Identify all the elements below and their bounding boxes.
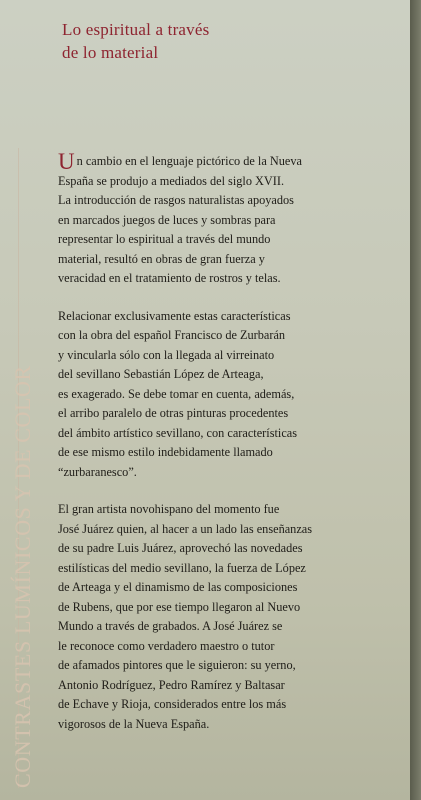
panel-body [58, 149, 403, 752]
text-line: en marcados juegos de luces y sombras para [58, 212, 276, 227]
text-line: vigorosos de la Nueva España. [58, 716, 210, 731]
text-line: del ámbito artístico sevillano, con características [58, 425, 298, 440]
paragraph-2 [58, 307, 403, 483]
paragraph-3 [58, 500, 403, 734]
text-line: Antonio Rodríguez, Pedro Ramírez y Baltasar [58, 677, 285, 692]
text-line: le reconoce como verdadero maestro o tutor [58, 638, 275, 653]
drop-cap: U [58, 149, 75, 174]
text-line: n cambio en el lenguaje pictórico de la Nueva [76, 154, 302, 168]
text-line: estilísticas del medio sevillano, la fuerza de López [58, 560, 306, 575]
text-line: el arribo paralelo de otras pinturas procedentes [58, 406, 289, 420]
text-line: Relacionar exclusivamente estas características [58, 308, 291, 323]
text-line: y vincularla sólo con la llegada al virreinato [58, 347, 275, 362]
text-line: es exagerado. Se debe tomar en cuenta, además, [58, 386, 295, 401]
text-line: material, resultó en obras de gran fuerza y [58, 251, 265, 266]
text-line: La introducción de rasgos naturalistas apoyados [58, 193, 294, 207]
text-line: El gran artista novohispano del momento fue [58, 502, 280, 516]
text-line: de afamados pintores que le siguieron: su yerno, [58, 658, 296, 672]
wall-edge [410, 0, 421, 800]
text-line: José Juárez quien, al hacer a un lado las enseñanzas [58, 521, 313, 536]
side-label: CONTRASTES LUMÍNICOS Y DE COLOR [10, 365, 35, 788]
text-line: de su padre Luis Juárez, aprovechó las novedades [58, 541, 303, 555]
title-line-1: Lo espiritual a través [62, 20, 210, 39]
text-line: del sevillano Sebastián López de Arteaga, [58, 367, 264, 381]
text-line: con la obra del español Francisco de Zurbarán [58, 328, 286, 342]
text-line: representar lo espiritual a través del mundo [58, 232, 271, 246]
text-line: de Echave y Rioja, considerados entre los más [58, 697, 287, 711]
text-line: de ese mismo estilo indebidamente llamado [58, 445, 273, 459]
paragraph-1 [58, 149, 403, 289]
title-line-2: de lo material [62, 43, 159, 62]
text-line: veracidad en el tratamiento de rostros y telas. [58, 271, 281, 285]
panel-title [62, 18, 209, 64]
text-line: España se produjo a mediados del siglo XVII. [58, 173, 285, 188]
text-line: de Rubens, que por ese tiempo llegaron al Nuevo [58, 599, 301, 614]
text-line: “zurbaranesco”. [58, 464, 137, 479]
text-line: Mundo a través de grabados. A José Juárez se [58, 619, 283, 633]
text-line: de Arteaga y el dinamismo de las composiciones [58, 580, 298, 594]
